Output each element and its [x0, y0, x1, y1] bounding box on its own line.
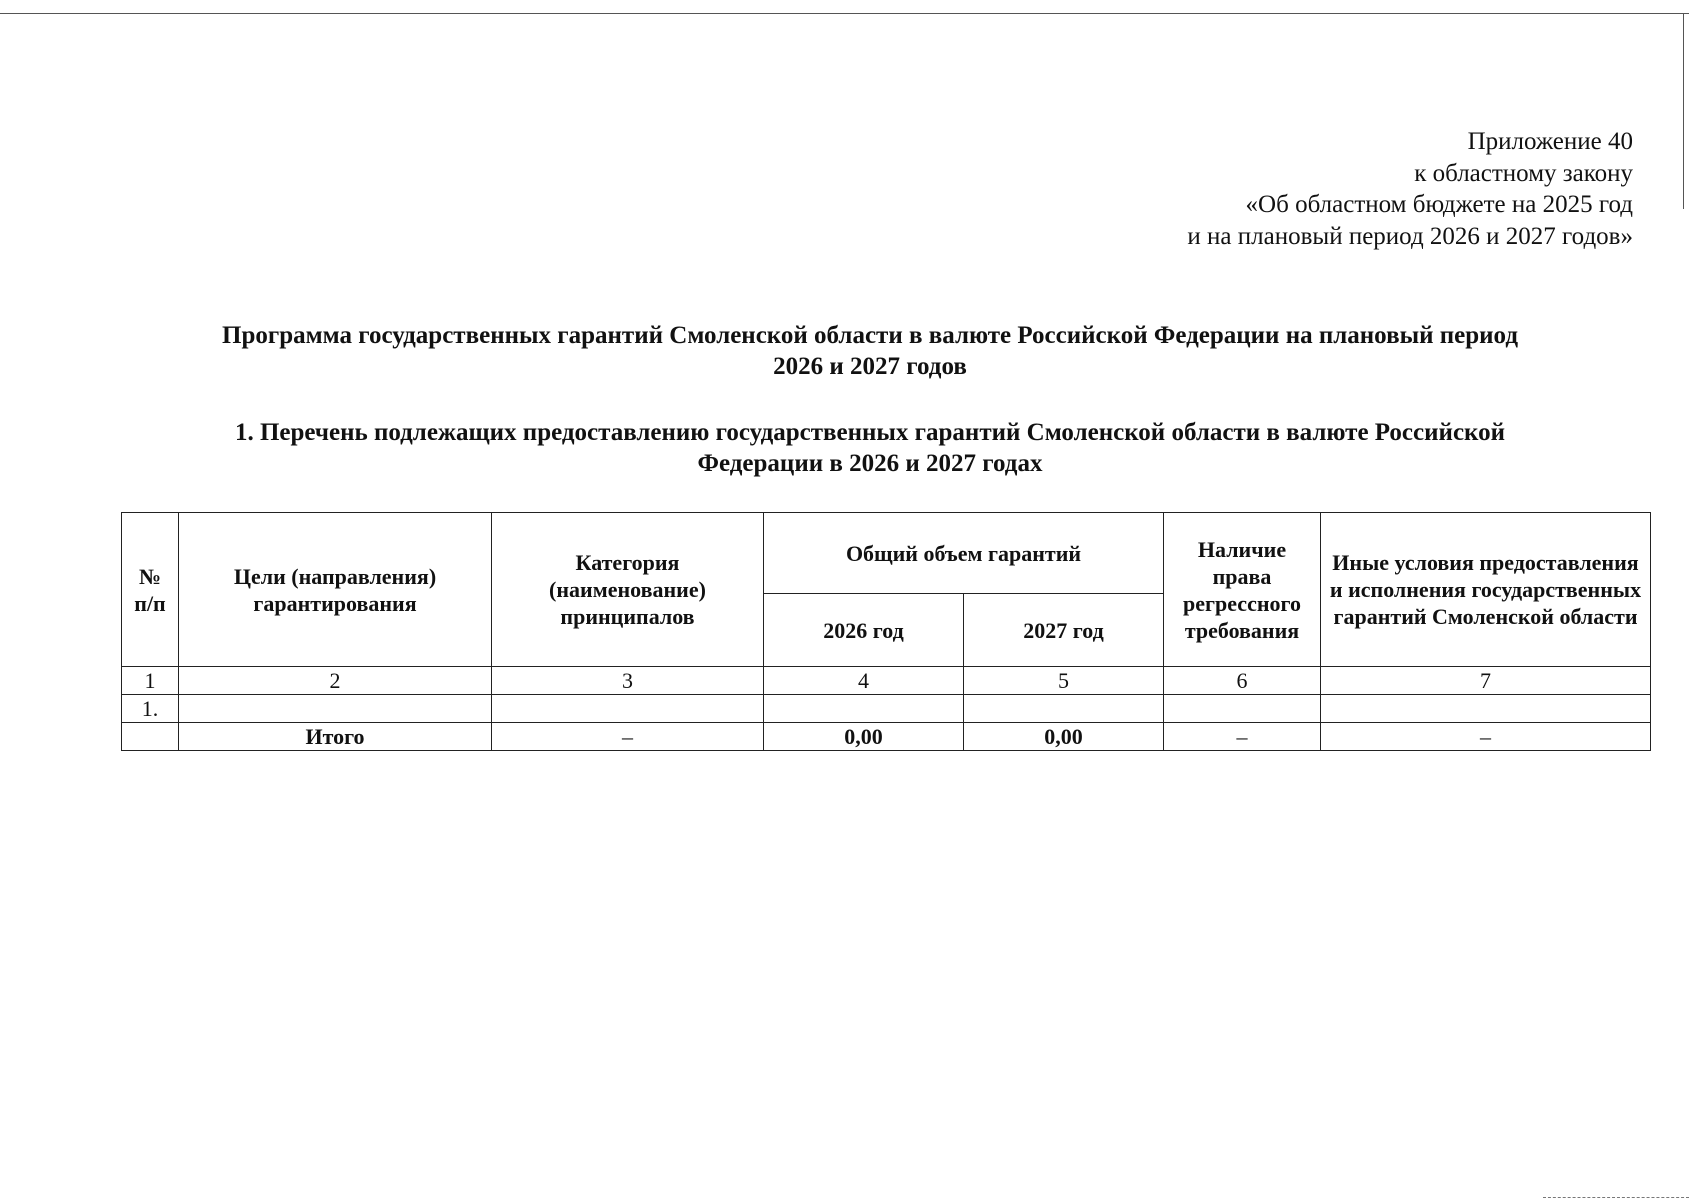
column-number: 3 [492, 667, 764, 695]
header-year-2026: 2026 год [764, 594, 964, 667]
header-total-volume: Общий объем гарантий [764, 513, 1164, 594]
row-volume-2026 [764, 695, 964, 723]
row-other-conditions [1321, 695, 1651, 723]
column-number: 1 [122, 667, 179, 695]
document-title-line2: 2026 и 2027 годов [773, 353, 967, 380]
column-number: 2 [179, 667, 492, 695]
row-volume-2027 [964, 695, 1164, 723]
total-row [122, 723, 1651, 751]
column-numbers-row [122, 667, 1651, 695]
column-number: 7 [1321, 667, 1651, 695]
total-regress: – [1164, 723, 1321, 751]
section-title [100, 417, 1640, 479]
scan-border-bottom [1543, 1197, 1689, 1198]
scan-border-right [1683, 14, 1684, 209]
document-title [100, 320, 1640, 382]
appendix-law-period: и на плановый период 2026 и 2027 годов» [1187, 222, 1633, 250]
section-title-line2: Федерации в 2026 и 2027 годах [697, 450, 1043, 477]
appendix-law-title: «Об областном бюджете на 2025 год [1245, 191, 1633, 218]
scan-border-top [0, 13, 1689, 14]
total-volume-2026: 0,00 [764, 723, 964, 751]
table-row [122, 695, 1651, 723]
column-number: 5 [964, 667, 1164, 695]
column-number: 6 [1164, 667, 1321, 695]
total-category: – [492, 723, 764, 751]
header-number: № п/п [122, 513, 179, 667]
document-title-line1: Программа государственных гарантий Смоленской области в валюте Российской Федерации на плановый период [222, 322, 1518, 349]
row-category [492, 695, 764, 723]
row-regress [1164, 695, 1321, 723]
header-regress: Наличие права регрессного требования [1164, 513, 1321, 667]
total-label: Итого [179, 723, 492, 751]
guarantees-table [121, 512, 1651, 751]
total-other-conditions: – [1321, 723, 1651, 751]
row-number: 1. [122, 695, 179, 723]
header-goals: Цели (направления) гарантирования [179, 513, 492, 667]
column-number: 4 [764, 667, 964, 695]
total-volume-2027: 0,00 [964, 723, 1164, 751]
table-header-row [122, 513, 1651, 594]
appendix-law-ref: к областному закону [1414, 159, 1633, 187]
total-number [122, 723, 179, 751]
header-year-2027: 2027 год [964, 594, 1164, 667]
section-title-line1: 1. Перечень подлежащих предоставлению государственных гарантий Смоленской области в валюте Российской [234, 419, 1506, 446]
header-category: Категория (наименование) принципалов [492, 513, 764, 667]
appendix-number: Приложение 40 [1467, 128, 1633, 155]
row-goals [179, 695, 492, 723]
header-other-conditions: Иные условия предоставления и исполнения государственных гарантий Смоленской области [1321, 513, 1651, 667]
appendix-reference [1187, 126, 1633, 252]
